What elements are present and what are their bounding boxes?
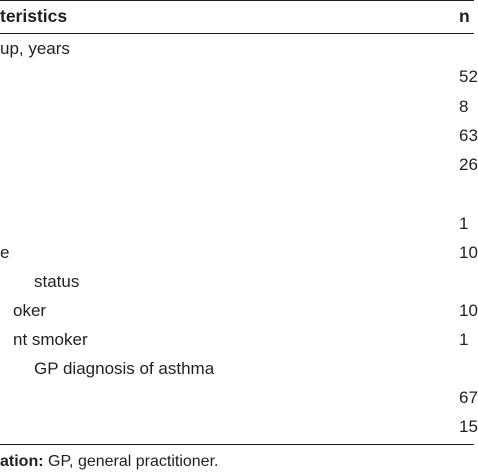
footnote-text: GP, general practitioner. bbox=[43, 453, 219, 470]
bottom-rule bbox=[0, 444, 474, 445]
row-value: 10 bbox=[459, 243, 478, 262]
header-n: n bbox=[459, 6, 470, 26]
top-rule bbox=[0, 0, 474, 1]
row-value: 15 bbox=[459, 417, 478, 436]
row-label: oker bbox=[13, 301, 47, 320]
row-value: 67 bbox=[459, 388, 478, 407]
table-footnote bbox=[0, 452, 218, 472]
row-value: 1 bbox=[459, 214, 469, 233]
header-characteristics: teristics bbox=[0, 6, 68, 26]
row-label: nt smoker bbox=[13, 330, 88, 349]
row-label: e bbox=[0, 243, 10, 262]
row-value: 52 bbox=[459, 67, 478, 86]
row-value: 26 bbox=[459, 155, 478, 174]
row-value: 1 bbox=[459, 330, 469, 349]
row-label: GP diagnosis of asthma bbox=[34, 359, 215, 378]
row-value: 8 bbox=[459, 97, 469, 116]
row-label: status bbox=[34, 272, 80, 291]
row-label: up, years bbox=[0, 39, 70, 58]
row-value: 63 bbox=[459, 126, 478, 145]
footnote-abbreviation-label: ation: bbox=[0, 453, 44, 470]
header-rule bbox=[0, 33, 474, 34]
row-value: 10 bbox=[459, 301, 478, 320]
